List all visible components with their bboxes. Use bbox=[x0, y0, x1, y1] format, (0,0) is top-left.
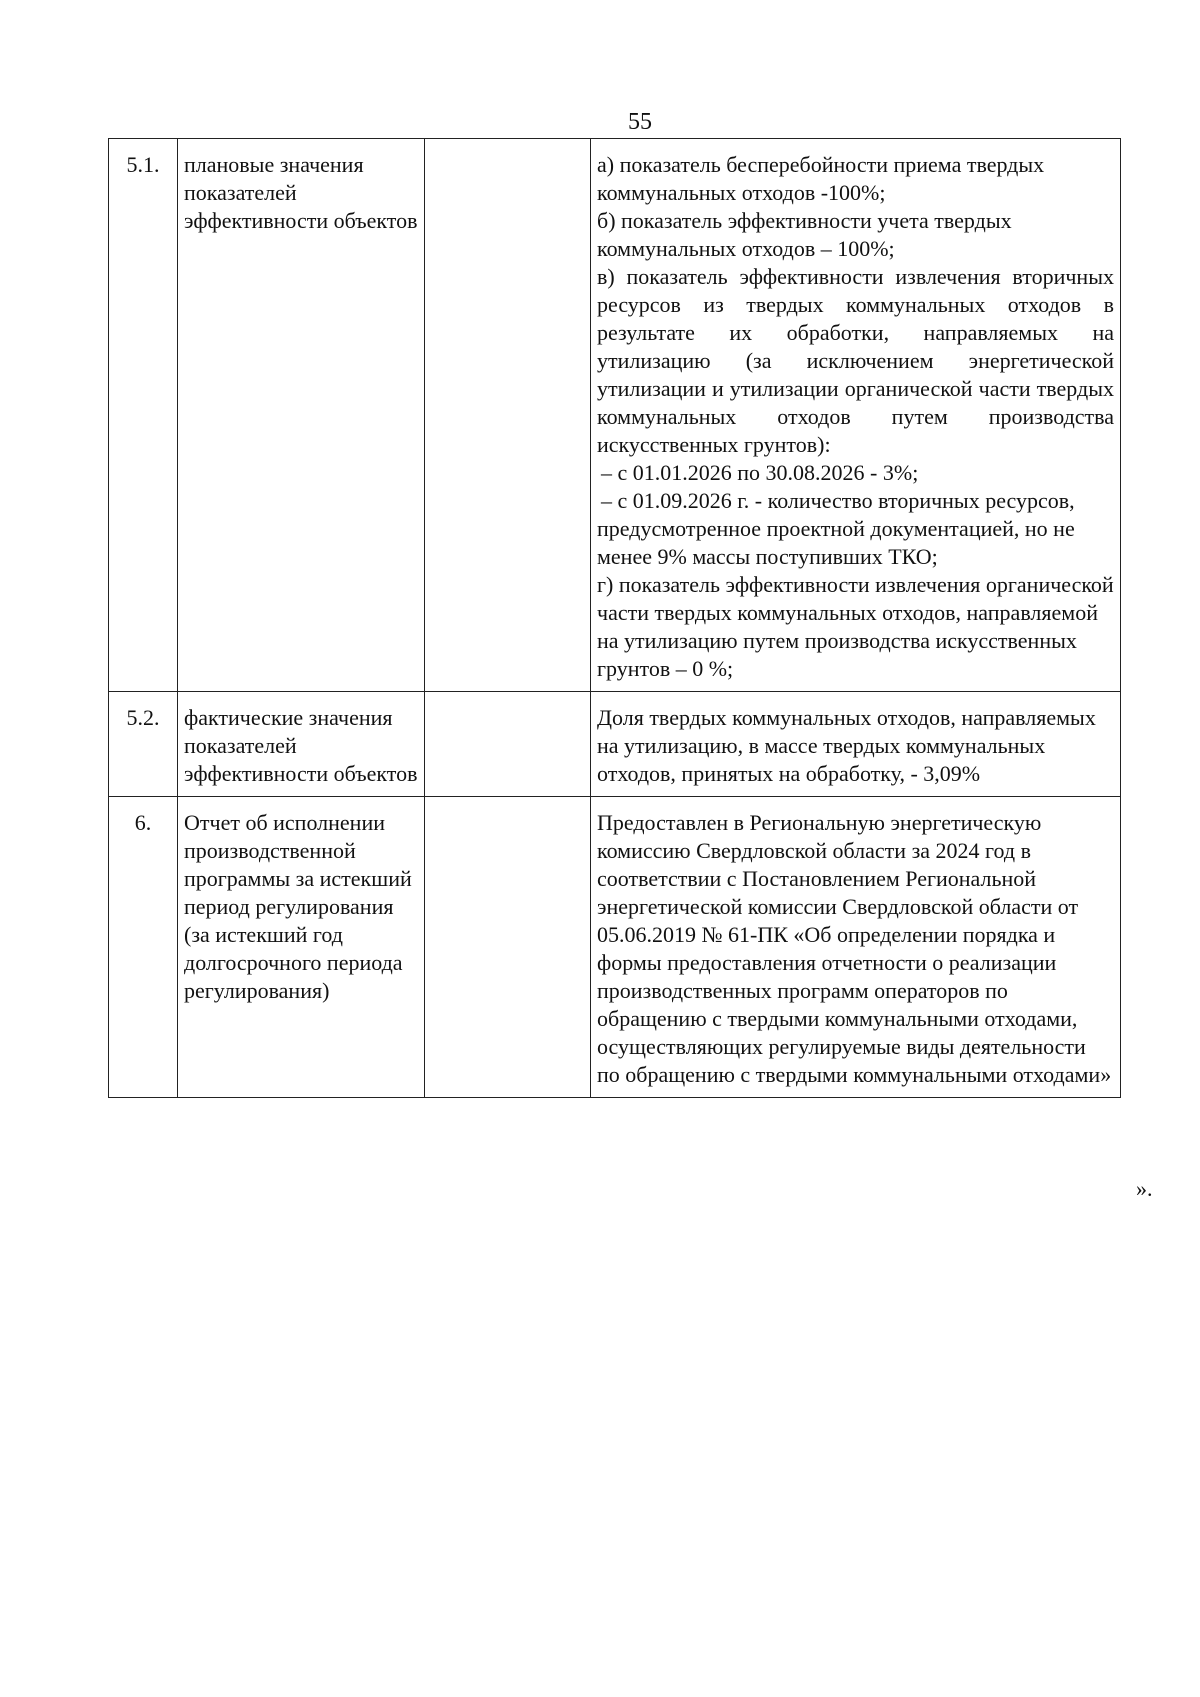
row-name: фактические значения показателей эффективности объектов bbox=[178, 692, 425, 797]
indicators-table bbox=[108, 138, 1121, 1098]
row-name: плановые значения показателей эффективности объектов bbox=[178, 139, 425, 692]
row-value bbox=[591, 139, 1121, 692]
row-empty-cell bbox=[425, 139, 591, 692]
value-paragraph: – с 01.09.2026 г. - количество вторичных ресурсов, предусмотренное проектной документацией, но не менее 9% массы поступивших ТКО; bbox=[597, 488, 1075, 569]
row-empty-cell bbox=[425, 692, 591, 797]
row-value bbox=[591, 797, 1121, 1098]
value-paragraph: в) показатель эффективности извлечения вторичных ресурсов из твердых коммунальных отходов в результате их обработки, направляемых на утилизацию (за исключением энергетической утилизации и утилизации органической части твердых коммунальных отходов путем производства искусственных грунтов): bbox=[597, 264, 1114, 457]
table-row-6 bbox=[109, 797, 1121, 1098]
row-number: 5.1. bbox=[109, 139, 178, 692]
closing-quote-mark: ». bbox=[1136, 1176, 1153, 1201]
table-row-5-2 bbox=[109, 692, 1121, 797]
value-paragraph: г) показатель эффективности извлечения органической части твердых коммунальных отходов, направляемой на утилизацию путем производства искусственных грунтов – 0 %; bbox=[597, 572, 1114, 681]
row-value bbox=[591, 692, 1121, 797]
value-paragraph: а) показатель бесперебойности приема твердых коммунальных отходов -100%; bbox=[597, 152, 1045, 205]
value-paragraph: Доля твердых коммунальных отходов, направляемых на утилизацию, в массе твердых коммунальных отходов, принятых на обработку, - 3,09% bbox=[597, 705, 1096, 786]
value-paragraph: – с 01.01.2026 по 30.08.2026 - 3%; bbox=[601, 460, 919, 485]
value-paragraph: Предоставлен в Региональную энергетическую комиссию Свердловской области за 2024 год в соответствии с Постановлением Региональной энергетической комиссии Свердловской области от 05.06.2019 № 61-ПК «Об определении порядка и формы предоставления отчетности о реализации производственных программ операторов по обращению с твердыми коммунальными отходами, осуществляющих регулируемые виды деятельности по обращению с твердыми коммунальными отходами» bbox=[597, 810, 1112, 1087]
row-number: 6. bbox=[109, 797, 178, 1098]
row-empty-cell bbox=[425, 797, 591, 1098]
row-name: Отчет об исполнении производственной программы за истекший период регулирования (за истекший год долгосрочного периода регулирования) bbox=[178, 797, 425, 1098]
page-number: 55 bbox=[628, 109, 652, 135]
row-number: 5.2. bbox=[109, 692, 178, 797]
value-paragraph: б) показатель эффективности учета твердых коммунальных отходов – 100%; bbox=[597, 208, 1012, 261]
table-row-5-1 bbox=[109, 139, 1121, 692]
